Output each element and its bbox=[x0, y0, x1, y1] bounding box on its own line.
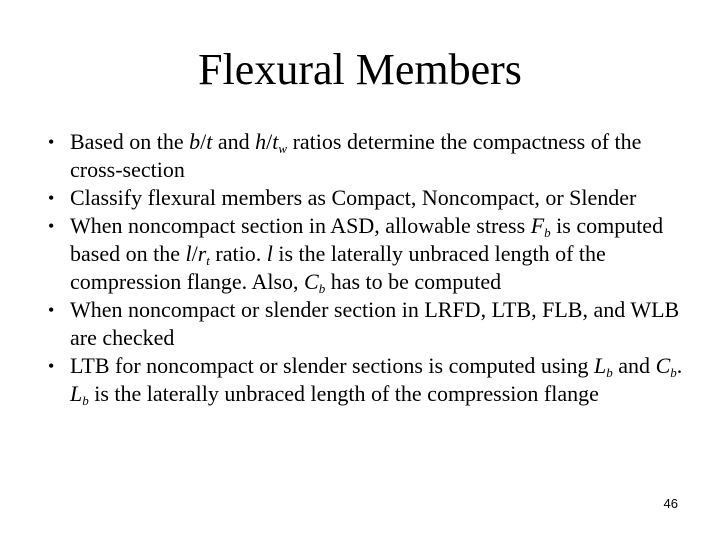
bullet-item bbox=[48, 128, 684, 184]
page-number: 46 bbox=[663, 496, 678, 511]
bullet-item bbox=[48, 212, 684, 296]
bullet-item bbox=[48, 352, 684, 408]
slide-title: Flexural Members bbox=[198, 45, 522, 94]
bullet-dot-icon: • bbox=[48, 216, 55, 236]
bullet-text: Classify flexural members as Compact, Noncompact, or Slender bbox=[70, 185, 637, 210]
bullet-dot-icon: • bbox=[48, 132, 55, 152]
bullet-list bbox=[48, 128, 684, 408]
bullet-text: LTB for noncompact or slender sections is computed using $L_b$ and $C_b$. $L_b$ is the laterally unbraced length of the compression flange bbox=[70, 353, 683, 408]
bullet-dot-icon: • bbox=[48, 356, 55, 376]
bullet-text: When noncompact section in ASD, allowable stress $F_b$ is computed based on the $l/r_t$ ratio. l is the laterally unbraced length of the compression flange. Also, $C_b$ has to be computed bbox=[70, 213, 664, 296]
bullet-text: When noncompact or slender section in LRFD, LTB, FLB, and WLB are checked bbox=[70, 297, 680, 350]
bullet-item bbox=[48, 296, 684, 352]
bullet-dot-icon: • bbox=[48, 300, 55, 320]
bullet-text: Based on the b/t and $h/t_w$ ratios determine the compactness of the cross-section bbox=[70, 129, 642, 182]
bullet-dot-icon: • bbox=[48, 188, 55, 208]
bullet-item bbox=[48, 184, 684, 212]
